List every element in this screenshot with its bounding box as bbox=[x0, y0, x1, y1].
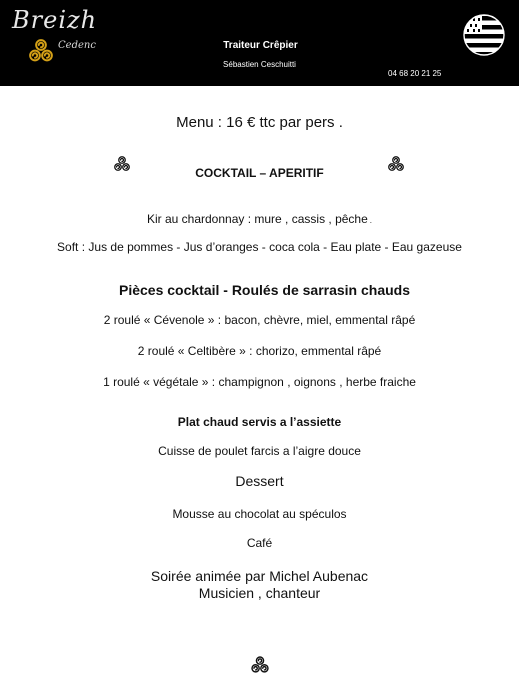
pieces-title: Pièces cocktail - Roulés de sarrasin chauds bbox=[118, 282, 411, 298]
cafe-text: Café bbox=[246, 536, 273, 550]
kir-text: Kir au chardonnay : mure , cassis , pêche bbox=[146, 212, 368, 226]
roule-1: 2 roulé « Cévenole » : bacon, chèvre, miel, emmental râpé bbox=[103, 313, 416, 327]
logo-main-text: Breizh bbox=[12, 6, 98, 34]
dessert-title: Dessert bbox=[235, 473, 284, 489]
triskel-bottom-icon bbox=[249, 654, 271, 676]
soiree-line-1: Soirée animée par Michel Aubenac bbox=[150, 568, 369, 584]
business-phone: 04 68 20 21 25 bbox=[388, 69, 442, 78]
soft-line: Soft : Jus de pommes - Jus d’oranges - coca cola - Eau plate - Eau gazeuse bbox=[57, 240, 462, 254]
plat-title: Plat chaud servis a l’assiette bbox=[177, 415, 342, 429]
logo bbox=[4, 4, 104, 68]
breton-flag-icon bbox=[463, 14, 505, 56]
menu-price: Menu : 16 € ttc par pers . bbox=[176, 114, 343, 131]
soiree-line-2: Musicien , chanteur bbox=[198, 585, 321, 601]
aperitif-title: COCKTAIL – APERITIF bbox=[195, 166, 324, 180]
header-band bbox=[0, 0, 519, 86]
plat-text: Cuisse de poulet farcis a l’aigre douce bbox=[158, 444, 361, 458]
roule-2: 2 roulé « Celtibère » : chorizo, emmental râpé bbox=[137, 344, 382, 358]
dessert-text: Mousse au chocolat au spéculos bbox=[172, 507, 347, 521]
logo-sub-text: Cedenc bbox=[58, 40, 96, 51]
kir-dot: . bbox=[369, 216, 372, 225]
business-name: Traiteur Crêpier bbox=[223, 40, 298, 51]
roule-3: 1 roulé « végétale » : champignon , oignons , herbe fraiche bbox=[103, 375, 416, 389]
kir-line bbox=[0, 212, 519, 226]
business-person: Sébastien Ceschuitti bbox=[223, 60, 296, 69]
